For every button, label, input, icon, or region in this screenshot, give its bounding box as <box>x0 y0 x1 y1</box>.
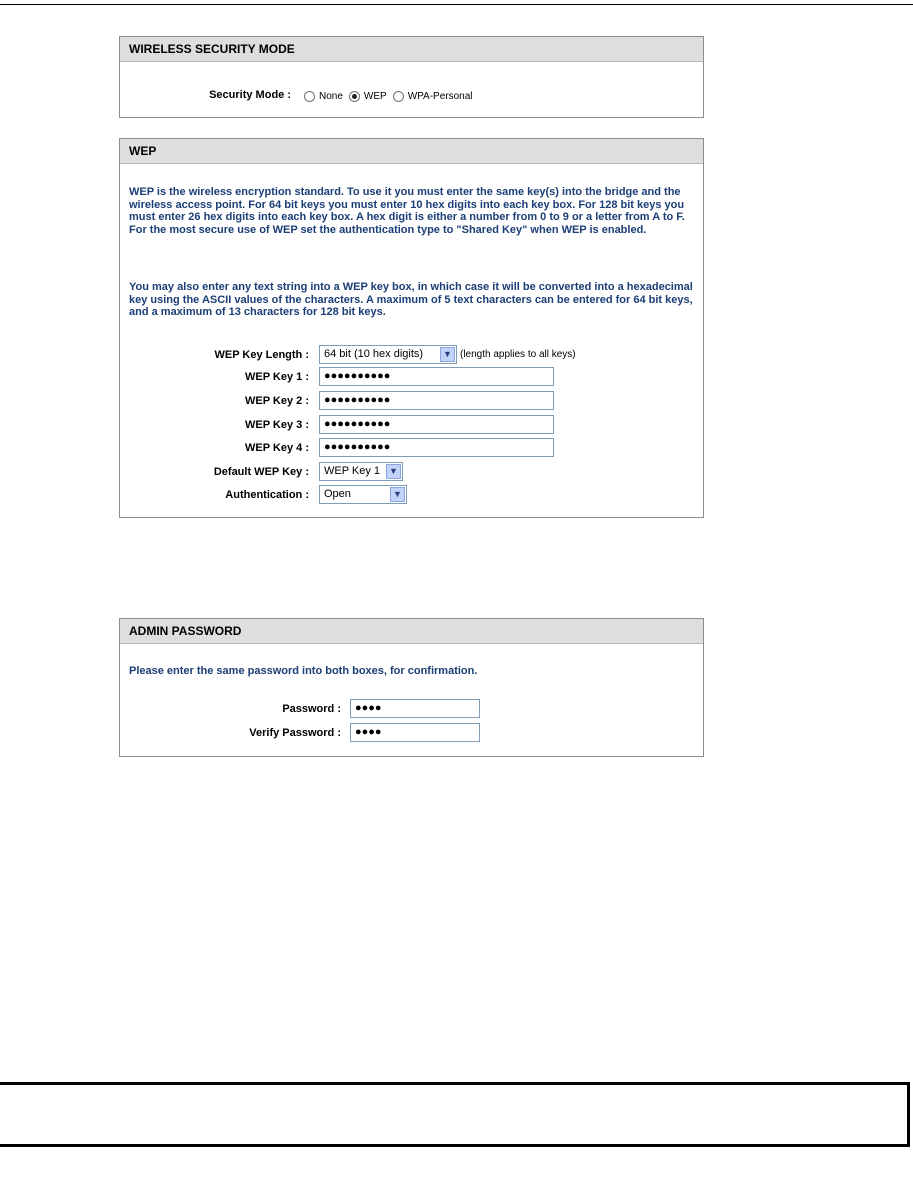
password-input[interactable]: ●●●● <box>350 699 480 718</box>
admin-password-panel <box>119 618 704 757</box>
wep-key2-input[interactable]: ●●●●●●●●●● <box>319 391 554 410</box>
wireless-security-mode-panel <box>119 36 704 118</box>
default-wep-key-select[interactable] <box>319 462 403 481</box>
radio-wpa-personal-label: WPA-Personal <box>407 90 473 102</box>
wep-key-length-value: 64 bit (10 hex digits) <box>324 348 424 360</box>
authentication-label: Authentication : <box>225 489 309 501</box>
security-mode-label: Security Mode : <box>209 89 291 101</box>
top-divider <box>0 4 913 5</box>
security-mode-options <box>304 86 479 106</box>
default-wep-key-label: Default WEP Key : <box>213 466 309 478</box>
verify-password-input[interactable]: ●●●● <box>350 723 480 742</box>
bottom-frame <box>0 1082 910 1147</box>
wep-description-1: WEP is the wireless encryption standard. To use it you must enter the same key(s) into the bridge and the wireless access point. For 64 bit keys you must enter 10 hex digits into each key box. For 128 bit keys you must enter 26 hex digits into each key box. A hex digit is either a number from 0 to 9 or a letter from A to F. For the most secure use of WEP set the authentication type to "Shared Key" when WEP is enabled. <box>129 186 685 236</box>
password-label: Password : <box>282 703 341 715</box>
panel-title: ADMIN PASSWORD <box>120 619 703 644</box>
radio-none-label: None <box>319 90 343 102</box>
panel-title: WEP <box>120 139 703 164</box>
panel-title: WIRELESS SECURITY MODE <box>120 37 703 62</box>
admin-description: Please enter the same password into both boxes, for confirmation. <box>129 665 478 677</box>
radio-wep[interactable] <box>349 91 360 102</box>
radio-wep-label: WEP <box>363 90 387 102</box>
authentication-select[interactable] <box>319 485 407 504</box>
wep-key2-label: WEP Key 2 : <box>245 395 309 407</box>
authentication-value: Open <box>324 488 351 500</box>
radio-wpa-personal[interactable] <box>393 91 404 102</box>
radio-none[interactable] <box>304 91 315 102</box>
wep-key-length-select[interactable] <box>319 345 457 364</box>
default-wep-key-value: WEP Key 1 <box>324 465 381 477</box>
wep-key4-label: WEP Key 4 : <box>245 442 309 454</box>
wep-description-2: You may also enter any text string into a WEP key box, in which case it will be converted into a hexadecimal key using the ASCII values of the characters. A maximum of 5 text characters can be entered for 64 bit keys, and a maximum of 13 characters for 128 bit keys. <box>129 281 693 318</box>
wep-key-length-hint: (length applies to all keys) <box>460 349 576 360</box>
wep-key3-input[interactable]: ●●●●●●●●●● <box>319 415 554 434</box>
wep-panel <box>119 138 704 518</box>
chevron-down-icon[interactable]: ▼ <box>440 347 455 362</box>
wep-key4-input[interactable]: ●●●●●●●●●● <box>319 438 554 457</box>
verify-password-label: Verify Password : <box>249 727 341 739</box>
chevron-down-icon[interactable]: ▼ <box>386 464 401 479</box>
wep-key1-label: WEP Key 1 : <box>245 371 309 383</box>
wep-key-length-label: WEP Key Length : <box>214 349 309 361</box>
wep-key1-input[interactable]: ●●●●●●●●●● <box>319 367 554 386</box>
chevron-down-icon[interactable]: ▼ <box>390 487 405 502</box>
wep-key3-label: WEP Key 3 : <box>245 419 309 431</box>
